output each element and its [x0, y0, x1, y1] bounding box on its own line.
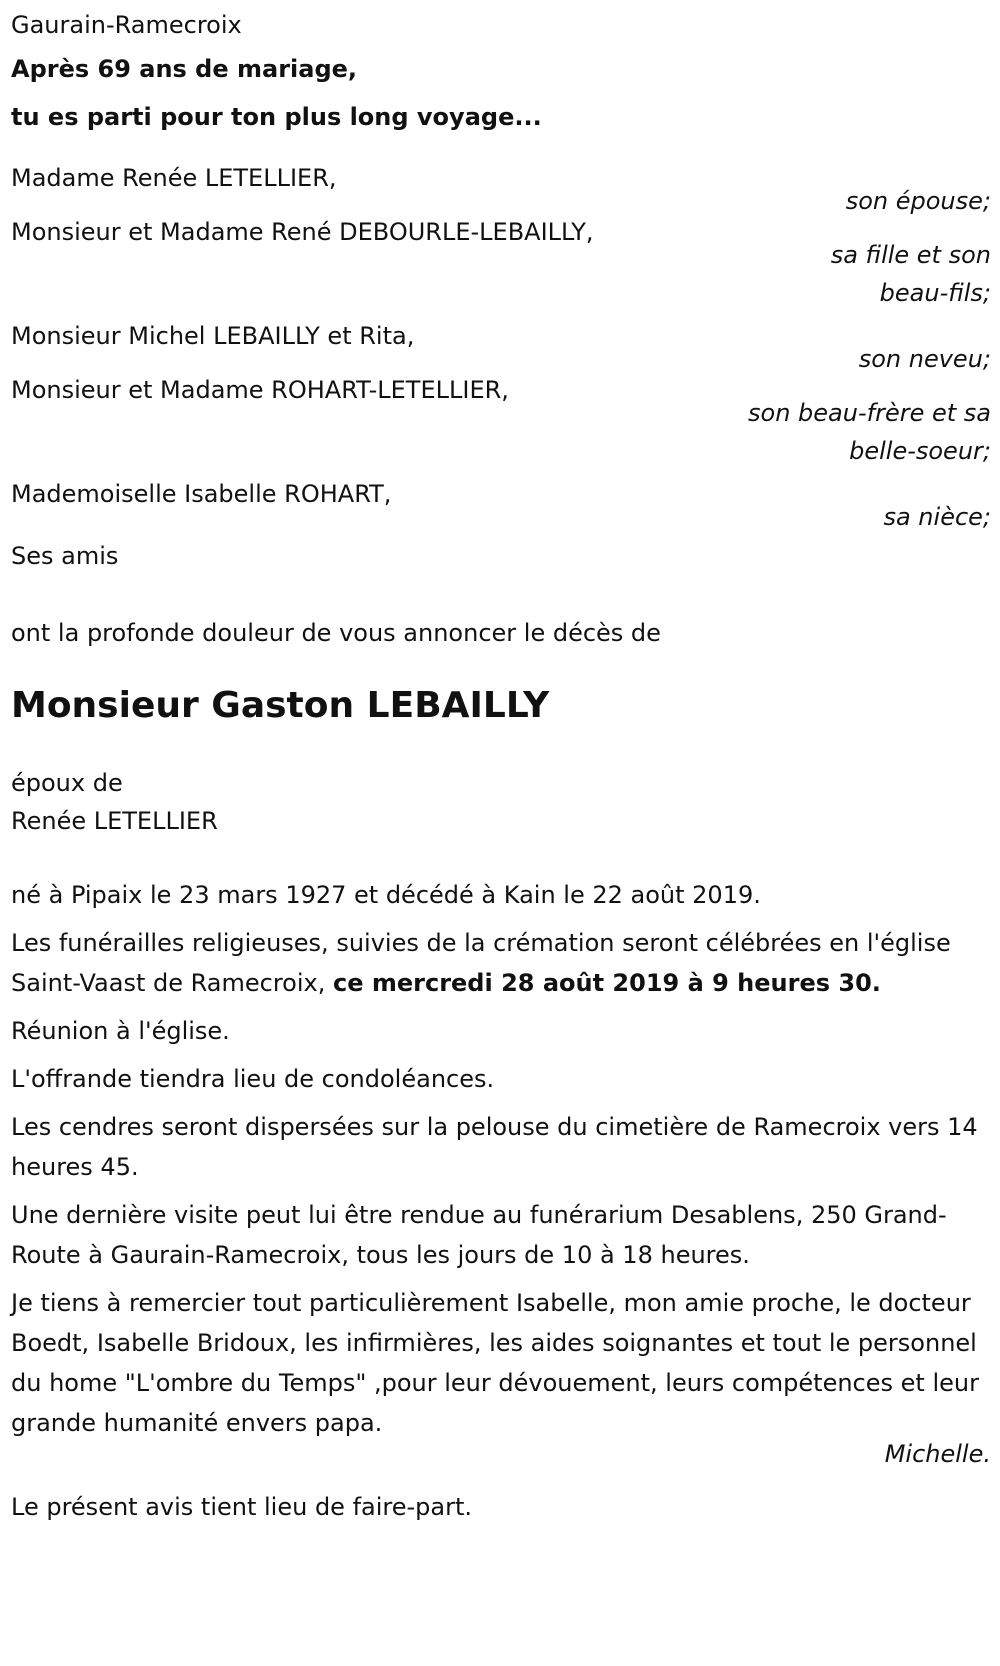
family-member-role: sa fille et son beau-fils;: [830, 241, 991, 307]
ashes-info: Les cendres seront dispersées sur la pelouse du cimetière de Ramecroix vers 14 heures 45.: [11, 1113, 978, 1181]
intro-block: [11, 5, 991, 141]
family-entry: [11, 161, 991, 221]
family-member-role: son beau-frère et sa belle-soeur;: [748, 399, 991, 465]
family-member-name: Mademoiselle Isabelle ROHART,: [11, 480, 392, 508]
funeral-text: Les funérailles religieuses, suivies de la crémation seront célébrées en l'église Saint-Vaast de Ramecroix,: [11, 929, 951, 997]
obituary-notice: [11, 5, 991, 1527]
spouse-label: époux de: [11, 769, 123, 797]
spouse-block: [11, 763, 991, 841]
meeting-info: Réunion à l'église.: [11, 1017, 230, 1045]
family-member-name: Monsieur et Madame ROHART-LETELLIER,: [11, 376, 509, 404]
visit-info: Une dernière visite peut lui être rendue au funérarium Desablens, 250 Grand-Route à Gaurain-Ramecroix, tous les jours de 10 à 18 heures.: [11, 1201, 947, 1269]
family-list: [11, 161, 991, 573]
intro-line-1: Après 69 ans de mariage,: [11, 55, 358, 83]
family-member-role: sa nièce;: [883, 503, 991, 531]
family-member-role: son épouse;: [845, 187, 991, 215]
family-member-name: Monsieur et Madame René DEBOURLE-LEBAILLY,: [11, 218, 594, 246]
offering-info: L'offrande tiendra lieu de condoléances.: [11, 1065, 495, 1093]
family-member-name: Madame Renée LETELLIER,: [11, 164, 337, 192]
thanks-text: Je tiens à remercier tout particulièrement Isabelle, mon amie proche, le docteur Boedt, Isabelle Bridoux, les infirmières, les aides soignantes et tout le personnel du home "L'ombre du Temps" ,pour leur dévouement, leurs compétences et leur grande humanité envers papa.: [11, 1289, 979, 1437]
announcement: ont la profonde douleur de vous annoncer le décès de: [11, 619, 661, 647]
birth-death: né à Pipaix le 23 mars 1927 et décédé à Kain le 22 août 2019.: [11, 881, 761, 909]
funeral-date: ce mercredi 28 août 2019 à 9 heures 30.: [332, 969, 881, 997]
family-entry: [11, 477, 991, 537]
family-entry: [11, 215, 991, 311]
family-entry: [11, 373, 991, 469]
family-entry: [11, 319, 991, 379]
details-block: [11, 875, 991, 1471]
location: Gaurain-Ramecroix: [11, 11, 242, 39]
family-member-name: Monsieur Michel LEBAILLY et Rita,: [11, 322, 415, 350]
friends-line: Ses amis: [11, 542, 119, 570]
spouse-name: Renée LETELLIER: [11, 807, 218, 835]
intro-line-2: tu es parti pour ton plus long voyage...: [11, 103, 542, 131]
family-member-role: son neveu;: [858, 345, 991, 373]
signature: Michelle.: [884, 1440, 991, 1468]
closing-line: Le présent avis tient lieu de faire-part.: [11, 1493, 473, 1521]
deceased-name: Monsieur Gaston LEBAILLY: [11, 685, 550, 726]
funeral-info: [11, 923, 981, 1003]
